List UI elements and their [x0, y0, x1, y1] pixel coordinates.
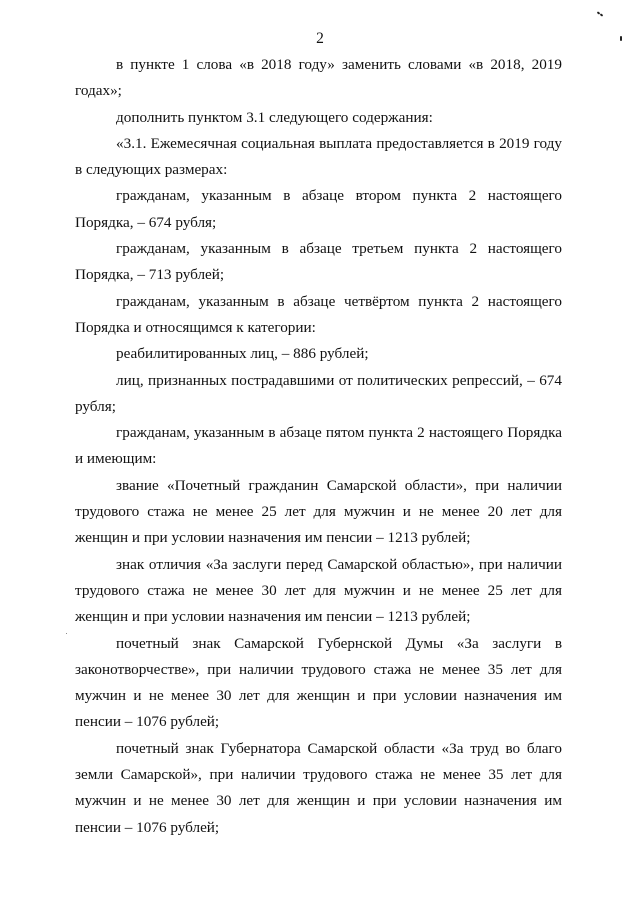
paragraph: звание «Почетный гражданин Самарской области», при наличии трудового стажа не менее 25 лет для мужчин и не менее 20 лет для женщин и при условии назначения им пенсии – 1213 рублей; [75, 476, 562, 547]
paragraph: «3.1. Ежемесячная социальная выплата предоставляется в 2019 году в следующих размерах: [75, 134, 562, 179]
paragraph: гражданам, указанным в абзаце третьем пункта 2 настоящего Порядка, – 713 рублей; [75, 240, 562, 284]
paragraph: гражданам, указанным в абзаце пятом пункта 2 настоящего Порядка и имеющим: [75, 424, 562, 468]
paragraph: гражданам, указанным в абзаце втором пункта 2 настоящего Порядка, – 674 рубля; [75, 187, 562, 231]
paragraph: почетный знак Губернатора Самарской области «За труд во благо земли Самарской», при наличии трудового стажа не менее 35 лет для мужчин и не менее 30 лет для женщин и при условии назначения им пенсии – 1076 рублей; [75, 739, 562, 836]
paragraph: реабилитированных лиц, – 886 рублей; [116, 345, 369, 363]
paragraph: в пункте 1 слова «в 2018 году» заменить словами «в 2018, 2019 годах»; [75, 56, 562, 100]
paragraph: дополнить пунктом 3.1 следующего содержания: [116, 108, 433, 126]
paragraph: лиц, признанных пострадавшими от политических репрессий, – 674 рубля; [75, 371, 562, 415]
paragraph: гражданам, указанным в абзаце четвёртом пункта 2 настоящего Порядка и относящимся к категории: [75, 292, 562, 336]
paragraph: почетный знак Самарской Губернской Думы «За заслуги в законотворчестве», при наличии трудового стажа не менее 35 лет для мужчин и не менее 30 лет для женщин и при условии назначения им пенсии – 1076 рублей; [75, 634, 562, 731]
paragraph: знак отличия «За заслуги перед Самарской областью», при наличии трудового стажа не менее 30 лет для мужчин и не менее 25 лет для женщин и при условии назначения им пенсии – 1213 рублей; [75, 555, 562, 626]
scan-mark [66, 633, 67, 634]
document-body [75, 52, 562, 841]
scan-mark [600, 13, 604, 16]
page-number: 2 [316, 30, 324, 47]
